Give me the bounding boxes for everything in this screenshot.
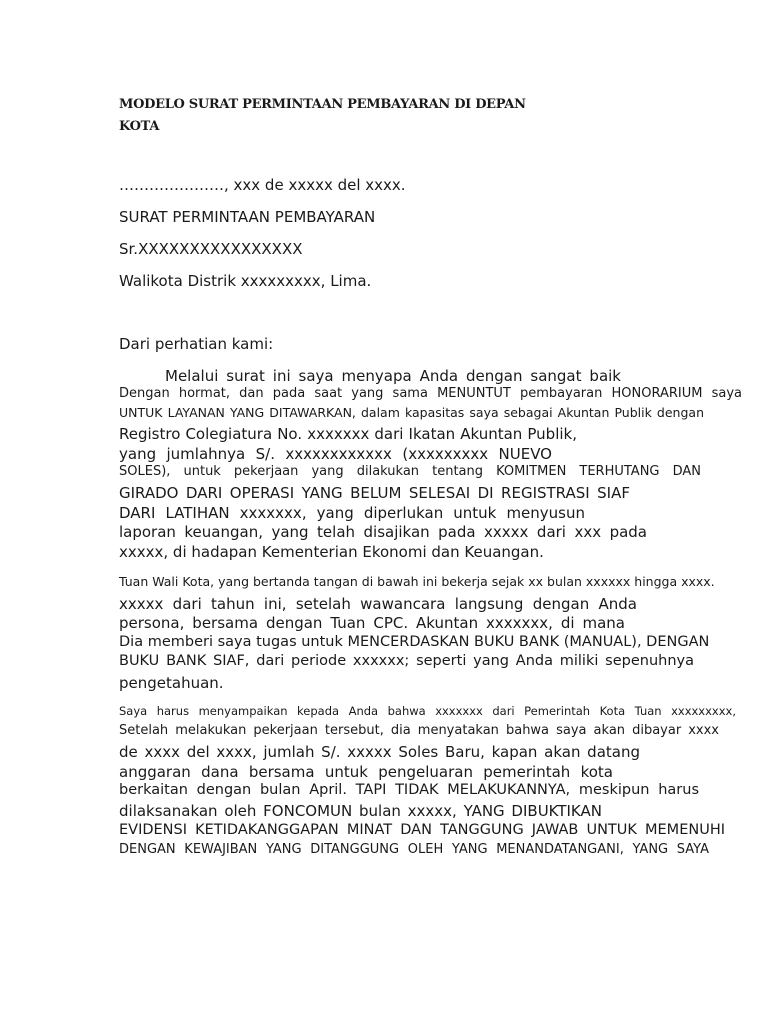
paragraph-line: Dia memberi saya tugas untuk MENCERDASKAN BUKU BANK (MANUAL), DENGAN xyxy=(119,634,710,650)
recipient-name: Sr.XXXXXXXXXXXXXXXX xyxy=(119,240,303,258)
paragraph-line: de xxxx del xxxx, jumlah S/. xxxxx Soles Baru, kapan akan datang xyxy=(119,743,640,761)
paragraph-line: pengetahuan. xyxy=(119,674,224,692)
paragraph-line: DARI LATIHAN xxxxxxx, yang diperlukan untuk menyusun xyxy=(119,504,585,522)
paragraph-line: yang jumlahnya S/. xxxxxxxxxxxx (xxxxxxxxx NUEVO xyxy=(119,445,552,463)
paragraph-line: UNTUK LAYANAN YANG DITAWARKAN, dalam kapasitas saya sebagai Akuntan Publik dengan xyxy=(119,405,704,420)
date-line: …………………, xxx de xxxxx del xxxx. xyxy=(119,176,406,194)
paragraph-line: EVIDENSI KETIDAKANGGAPAN MINAT DAN TANGGUNG JAWAB UNTUK MEMENUHI xyxy=(119,822,725,838)
salutation: Dari perhatian kami: xyxy=(119,335,274,353)
paragraph-line: berkaitan dengan bulan April. TAPI TIDAK MELAKUKANNYA, meskipun harus xyxy=(119,782,699,798)
paragraph-line: Registro Colegiatura No. xxxxxxx dari Ikatan Akuntan Publik, xyxy=(119,425,577,443)
paragraph-line: DENGAN KEWAJIBAN YANG DITANGGUNG OLEH YANG MENANDATANGANI, YANG SAYA xyxy=(119,842,709,857)
paragraph-line: Dengan hormat, dan pada saat yang sama MENUNTUT pembayaran HONORARIUM saya xyxy=(119,386,742,401)
document-title: MODELO SURAT PERMINTAAN PEMBAYARAN DI DEPAN KOTA xyxy=(119,97,526,134)
letter-subject: SURAT PERMINTAAN PEMBAYARAN xyxy=(119,208,376,226)
paragraph-line: xxxxx dari tahun ini, setelah wawancara langsung dengan Anda xyxy=(119,595,637,613)
paragraph-line: anggaran dana bersama untuk pengeluaran pemerintah kota xyxy=(119,763,613,781)
paragraph-line: xxxxx, di hadapan Kementerian Ekonomi dan Keuangan. xyxy=(119,543,544,561)
paragraph-line: Tuan Wali Kota, yang bertanda tangan di bawah ini bekerja sejak xx bulan xxxxxx hingga xxxx. xyxy=(119,574,715,589)
paragraph-line: Saya harus menyampaikan kepada Anda bahwa xxxxxxx dari Pemerintah Kota Tuan xxxxxxxxx, xyxy=(119,704,736,718)
paragraph-line: SOLES), untuk pekerjaan yang dilakukan tentang KOMITMEN TERHUTANG DAN xyxy=(119,464,701,479)
paragraph-line: BUKU BANK SIAF, dari periode xxxxxx; seperti yang Anda miliki sepenuhnya xyxy=(119,653,694,669)
paragraph-line: dilaksanakan oleh FONCOMUN bulan xxxxx, YANG DIBUKTIKAN xyxy=(119,802,602,820)
paragraph-line: persona, bersama dengan Tuan CPC. Akuntan xxxxxxx, di mana xyxy=(119,614,625,632)
paragraph-line: laporan keuangan, yang telah disajikan pada xxxxx dari xxx pada xyxy=(119,523,647,541)
recipient-title: Walikota Distrik xxxxxxxxx, Lima. xyxy=(119,272,372,290)
paragraph-line: GIRADO DARI OPERASI YANG BELUM SELESAI DI REGISTRASI SIAF xyxy=(119,484,630,502)
paragraph-line: Setelah melakukan pekerjaan tersebut, dia menyatakan bahwa saya akan dibayar xxxx xyxy=(119,723,719,738)
paragraph-line: Melalui surat ini saya menyapa Anda dengan sangat baik xyxy=(165,367,621,385)
